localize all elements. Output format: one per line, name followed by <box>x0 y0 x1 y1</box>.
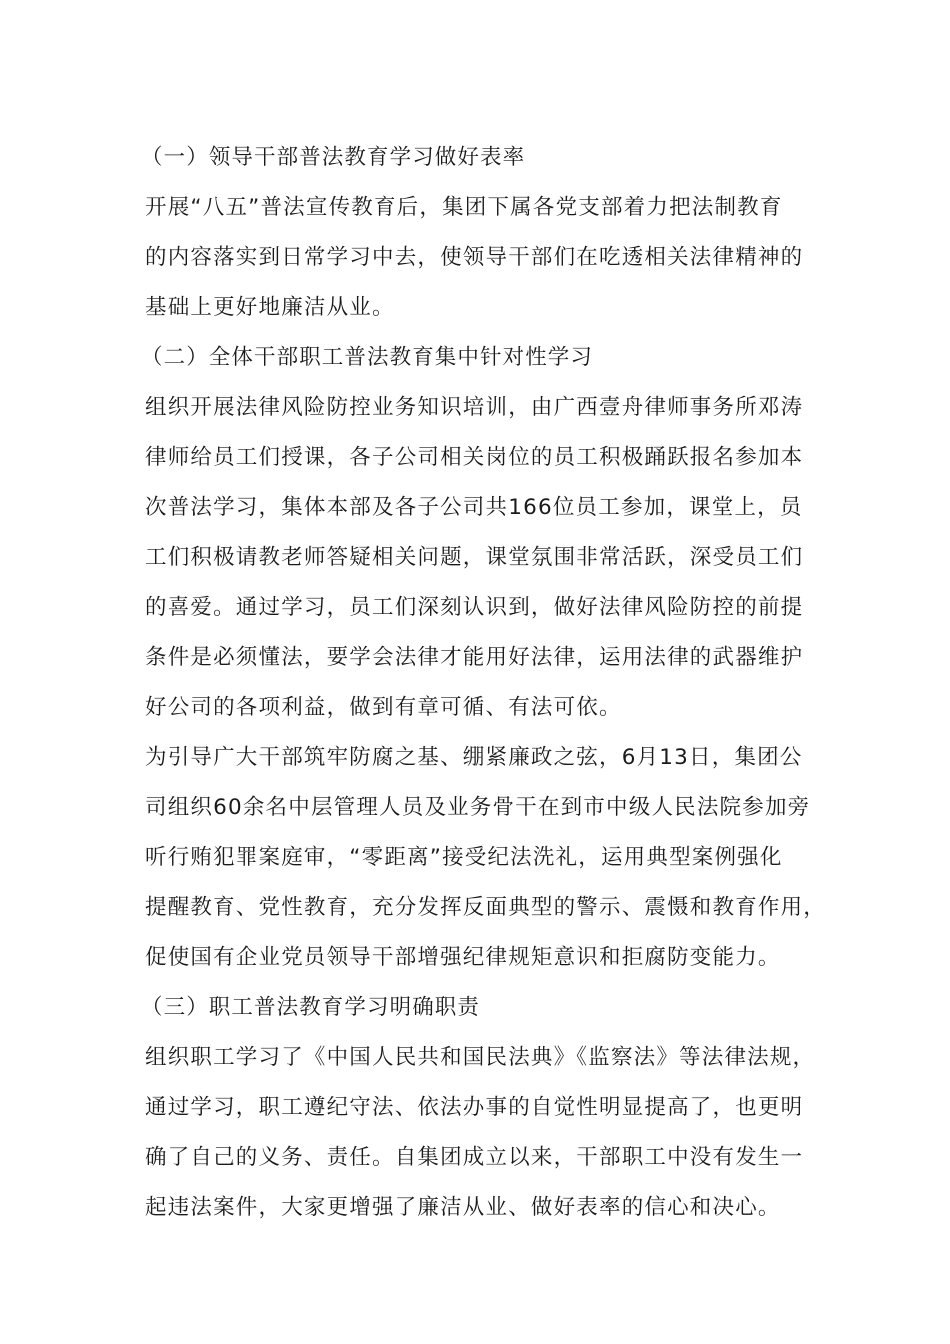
paragraph-line: 提醒教育、党性教育，充分发挥反面典型的警示、震慑和教育作用， <box>145 895 827 920</box>
paragraph-line: 促使国有企业党员领导干部增强纪律规矩意识和拒腐防变能力。 <box>145 945 781 970</box>
section-heading-3: （三）职工普法教育学习明确职责 <box>141 995 481 1020</box>
paragraph-line: 好公司的各项利益，做到有章可循、有法可依。 <box>145 695 622 720</box>
paragraph-line: 工们积极请教老师答疑相关问题，课堂氛围非常活跃，深受员工们 <box>145 545 804 570</box>
paragraph-line: 司组织60余名中层管理人员及业务骨干在到市中级人民法院参加旁 <box>145 795 811 820</box>
paragraph-line: 律师给员工们授课，各子公司相关岗位的员工积极踊跃报名参加本 <box>145 445 804 470</box>
paragraph-line: 次普法学习，集体本部及各子公司共166位员工参加，课堂上，员 <box>145 495 803 520</box>
section-heading-2: （二）全体干部职工普法教育集中针对性学习 <box>141 345 594 370</box>
paragraph-line: 确了自己的义务、责任。自集团成立以来，干部职工中没有发生一 <box>145 1145 804 1170</box>
paragraph-line: 组织开展法律风险防控业务知识培训，由广西壹舟律师事务所邓涛 <box>145 395 804 420</box>
section-heading-1: （一）领导干部普法教育学习做好表率 <box>141 145 526 170</box>
paragraph-line: 基础上更好地廉洁从业。 <box>145 295 395 320</box>
paragraph-line: 条件是必须懂法，要学会法律才能用好法律，运用法律的武器维护 <box>145 645 804 670</box>
paragraph-line: 起违法案件，大家更增强了廉洁从业、做好表率的信心和决心。 <box>145 1195 781 1220</box>
paragraph-line: 的喜爱。通过学习，员工们深刻认识到，做好法律风险防控的前提 <box>145 595 804 620</box>
paragraph-line: 听行贿犯罪案庭审，“零距离”接受纪法洗礼，运用典型案例强化 <box>145 845 783 870</box>
paragraph-line: 开展“八五”普法宣传教育后，集团下属各党支部着力把法制教育 <box>145 195 783 220</box>
paragraph-line: 的内容落实到日常学习中去，使领导干部们在吃透相关法律精神的 <box>145 245 804 270</box>
paragraph-line: 通过学习，职工遵纪守法、依法办事的自觉性明显提高了，也更明 <box>145 1095 804 1120</box>
paragraph-line: 为引导广大干部筑牢防腐之基、绷紧廉政之弦，6月13日，集团公 <box>145 745 803 770</box>
paragraph-line: 组织职工学习了《中国人民共和国民法典》《监察法》等法律法规， <box>145 1045 816 1070</box>
